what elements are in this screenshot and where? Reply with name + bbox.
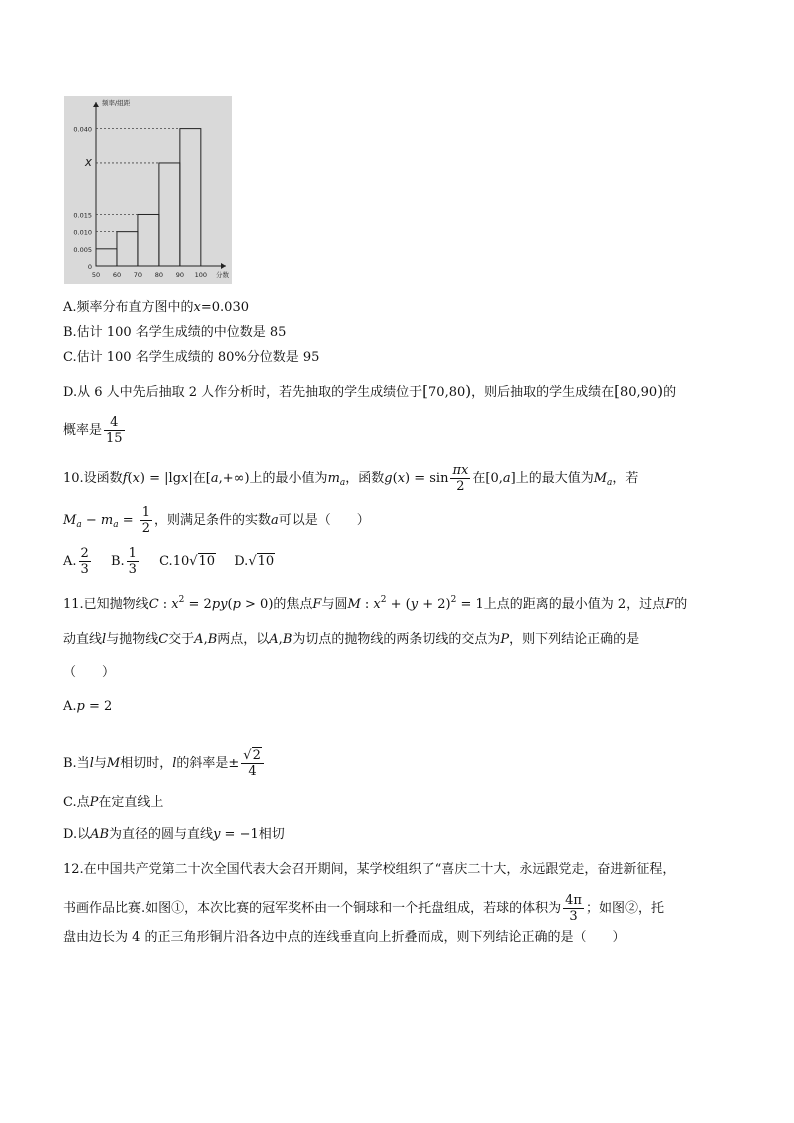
- y-tick-label: 0.005: [73, 245, 92, 254]
- x-axis-arrow: [221, 263, 226, 269]
- q9-option-d: D.从 6 人中先后抽取 2 人作分析时，若先抽取的学生成绩位于[70,80)，则后抽取的学生成绩在[80,90)的: [63, 382, 677, 400]
- histogram-bar: [117, 232, 138, 266]
- q10-options: A. $\frac{2}{3}$ B. $\frac{1}{3}$ C.10√10 D.√10: [63, 546, 275, 577]
- x-tick-label: 80: [154, 271, 164, 279]
- x-tick-label: 50: [91, 271, 101, 279]
- y-axis-arrow: [93, 102, 99, 107]
- q11-option-a: A.p = 2: [63, 699, 113, 714]
- q11-stem-2: 动直线l与抛物线C交于A,B两点，以A,B为切点的抛物线的两条切线的交点为P，则下列结论正确的是: [63, 632, 640, 647]
- x-tick-label: 60: [112, 271, 122, 279]
- q9-option-d-cont: 概率是 $\frac{4}{15}$: [63, 415, 123, 446]
- histogram-bar: [180, 129, 201, 266]
- histogram-bar: [138, 214, 159, 266]
- histogram-bar: [96, 249, 117, 266]
- y-tick-label: 0.015: [73, 211, 92, 220]
- q10-stem: 10.设函数f(x) = |lgx|在[a,+∞)上的最小值为$m_a$，函数g(x) = sin $\frac{\pi x}{2}$ 在[0,a]上的最大值为$M_a$，若: [63, 463, 639, 494]
- x-tick-label: 70: [133, 271, 143, 279]
- q9-option-a: A.频率分布直方图中的x=0.030: [63, 300, 249, 315]
- y-tick-label: 0.010: [73, 228, 92, 237]
- q12-line-2: 书画作品比赛.如图①，本次比赛的冠军奖杯由一个铜球和一个托盘组成，若球的体积为 $\frac{4\pi}{3}$ ；如图②，托: [63, 893, 664, 924]
- histogram-bar: [159, 163, 180, 266]
- x-tick-label: 100: [194, 271, 208, 279]
- y-tick-label: 0.040: [73, 125, 92, 134]
- q12-line-1: 12.在中国共产党第二十次全国代表大会召开期间，某学校组织了“喜庆二十大，永远跟党走，奋进新征程，: [63, 862, 676, 877]
- y-tick-label: x: [84, 154, 92, 169]
- y-axis-label: 频率/组距: [102, 99, 131, 107]
- q10-condition: $M_a - m_a$ = $\frac{1}{2}$ ，则满足条件的实数a可以是（ ）: [63, 505, 370, 536]
- y-tick-label: 0: [87, 263, 92, 271]
- histogram-figure: [64, 96, 232, 284]
- q9-option-c: C.估计 100 名学生成绩的 80%分位数是 95: [63, 350, 320, 365]
- q11-stem-3: （ ）: [63, 665, 116, 680]
- q11-option-c: C.点P在定直线上: [63, 795, 164, 810]
- histogram-chart: [64, 96, 232, 284]
- q11-stem-1: 11.已知抛物线C : $x^2 = 2py(p > 0)$的焦点F与圆M : $x^2 + (y + 2)^2 = 1$上点的距离的最小值为 2，过点F的: [63, 595, 688, 612]
- x-axis-label: 分数: [216, 271, 229, 279]
- x-tick-label: 90: [175, 271, 185, 279]
- q9-option-b: B.估计 100 名学生成绩的中位数是 85: [63, 325, 287, 340]
- q11-option-b: B.当l与M相切时，l的斜率是± $\frac{√2}{4}$: [63, 748, 266, 779]
- q12-line-3: 盘由边长为 4 的正三角形铜片沿各边中点的连线垂直向上折叠而成，则下列结论正确的是（ ）: [63, 930, 626, 945]
- q11-option-d: D.以AB为直径的圆与直线y = −1相切: [63, 827, 285, 842]
